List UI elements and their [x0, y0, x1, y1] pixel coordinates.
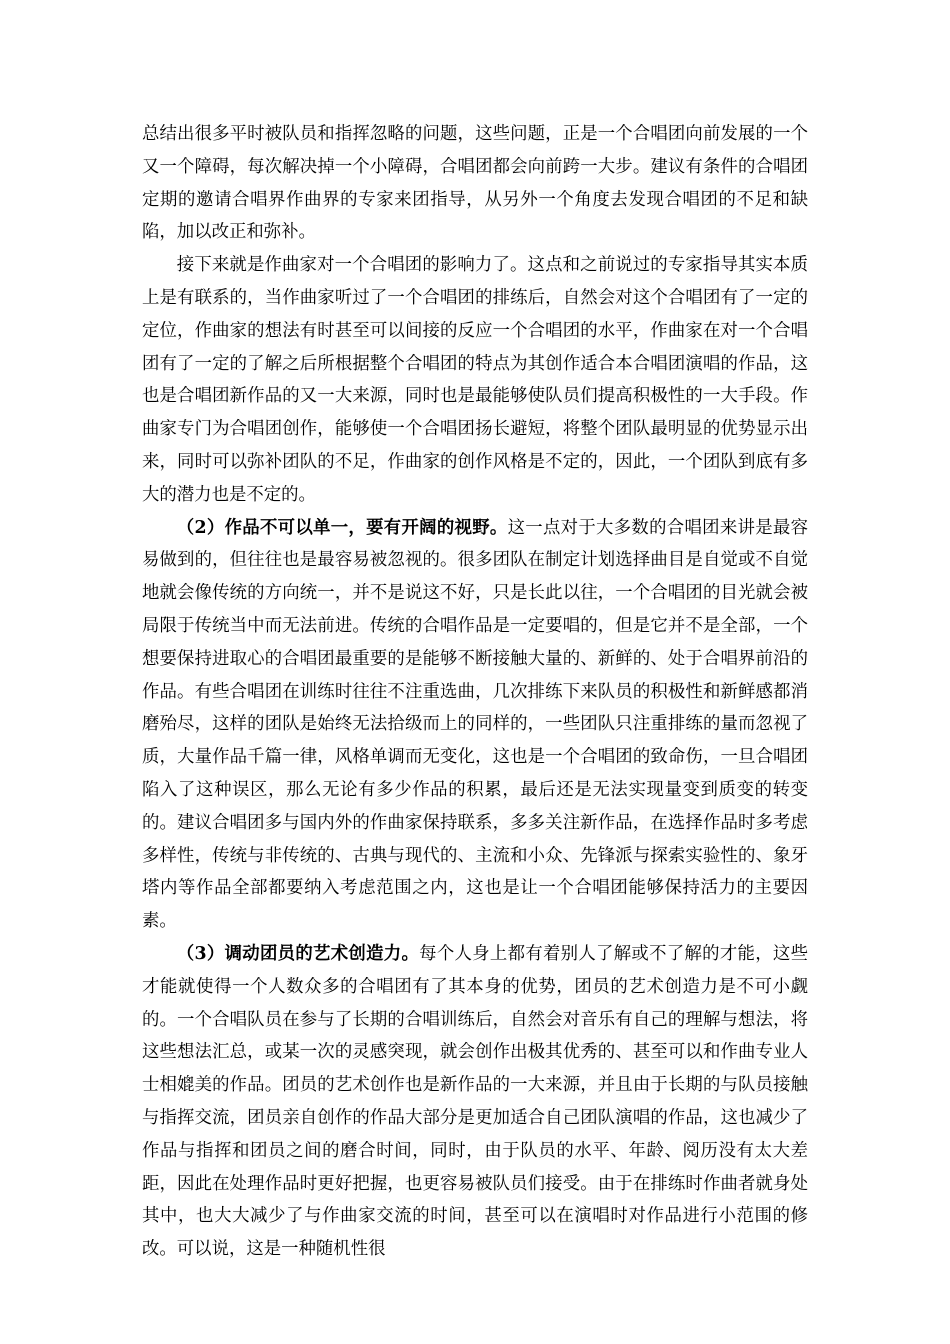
- paragraph-text: 接下来就是作曲家对一个合唱团的影响力了。这点和之前说过的专家指导其实本质上是有联系的，当作曲家听过了一个合唱团的排练后，自然会对这个合唱团有了一定的定位，作曲家的想法有时甚至可以间接的反应一个合唱团的水平，作曲家在对一个合唱团有了一定的了解之后所根据整个合唱团的特点为其创作适合本合唱团演唱的作品，这也是合唱团新作品的又一大来源，同时也是最能够使队员们提高积极性的一大手段。作曲家专门为合唱团创作，能够使一个合唱团扬长避短，将整个团队最明显的优势显示出来，同时可以弥补团队的不足，作曲家的创作风格是不定的，因此，一个团队到底有多大的潜力也是不定的。: [142, 255, 808, 505]
- paragraph-1: [142, 118, 808, 249]
- paragraph-3: [142, 512, 808, 938]
- paragraph-text: 总结出很多平时被队员和指挥忽略的问题，这些问题，正是一个合唱团向前发展的一个又一个障碍，每次解决掉一个小障碍，合唱团都会向前跨一大步。建议有条件的合唱团定期的邀请合唱界作曲界的专家来团指导，从另外一个角度去发现合唱团的不足和缺陷，加以改正和弥补。: [142, 124, 808, 243]
- paragraph-text: 这一点对于大多数的合唱团来讲是最容易做到的，但往往也是最容易被忽视的。很多团队在制定计划选择曲目是自觉或不自觉地就会像传统的方向统一，并不是说这不好，只是长此以往，一个合唱团的目光就会被局限于传统当中而无法前进。传统的合唱作品是一定要唱的，但是它并不是全部，一个想要保持进取心的合唱团最重要的是能够不断接触大量的、新鲜的、处于合唱界前沿的作品。有些合唱团在训练时往往不注重选曲，几次排练下来队员的积极性和新鲜感都消磨殆尽，这样的团队是始终无法拾级而上的同样的，一些团队只注重排练的量而忽视了质，大量作品千篇一律，风格单调而无变化，这也是一个合唱团的致命伤，一旦合唱团陷入了这种误区，那么无论有多少作品的积累，最后还是无法实现量变到质变的转变的。建议合唱团多与国内外的作曲家保持联系，多多关注新作品，在选择作品时多考虑多样性，传统与非传统的、古典与现代的、主流和小众、先锋派与探索实验性的、象牙塔内等作品全部都要纳入考虑范围之内，这也是让一个合唱团能够保持活力的主要因素。: [142, 517, 808, 932]
- section-heading-3: （3）调动团员的艺术创造力。: [176, 943, 420, 964]
- section-heading-2: （2）作品不可以单一，要有开阔的视野。: [176, 517, 508, 538]
- document-body: [142, 118, 808, 1266]
- paragraph-2: [142, 249, 808, 511]
- paragraph-4: [142, 938, 808, 1266]
- paragraph-text: 每个人身上都有着别人了解或不了解的才能，这些才能就使得一个人数众多的合唱团有了其本身的优势，团员的艺术创造力是不可小觑的。一个合唱队员在参与了长期的合唱训练后，自然会对音乐有自己的理解与想法，将这些想法汇总，或某一次的灵感突现，就会创作出极其优秀的、甚至可以和作曲专业人士相媲美的作品。团员的艺术创作也是新作品的一大来源，并且由于长期的与队员接触与指挥交流，团员亲自创作的作品大部分是更加适合自己团队演唱的作品，这也减少了作品与指挥和团员之间的磨合时间，同时，由于队员的水平、年龄、阅历没有太大差距，因此在处理作品时更好把握，也更容易被队员们接受。由于在排练时作曲者就身处其中，也大大减少了与作曲家交流的时间，甚至可以在演唱时对作品进行小范围的修改。可以说，这是一种随机性很: [142, 943, 808, 1260]
